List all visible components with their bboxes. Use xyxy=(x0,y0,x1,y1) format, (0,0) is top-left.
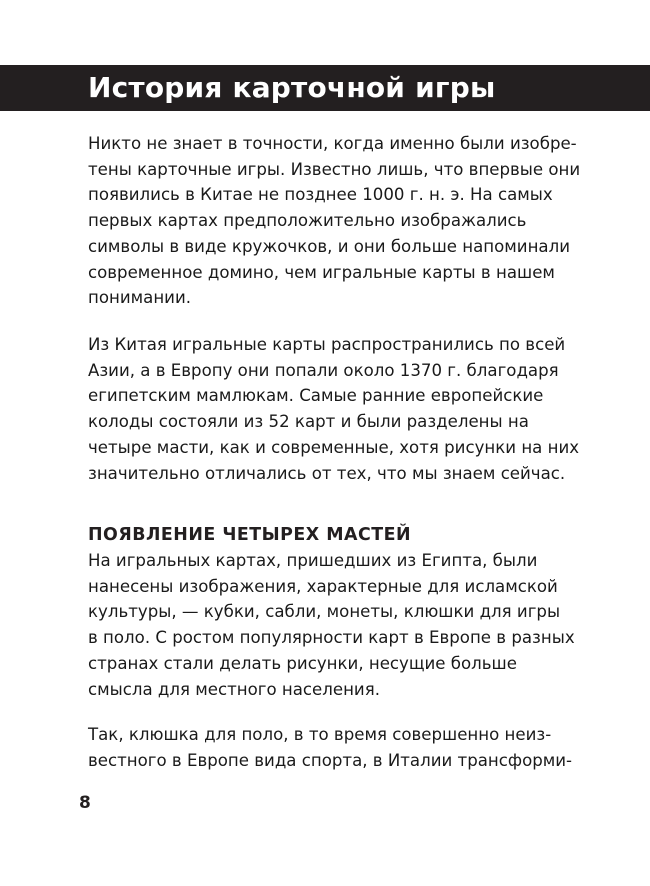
text-line: четыре масти, как и современные, хотя рисунки на них xyxy=(88,437,580,457)
text-line: значительно отличались от тех, что мы знаем сейчас. xyxy=(88,463,566,483)
text-line: На игральных картах, пришедших из Египта, были xyxy=(88,551,538,570)
text-line: египетским мамлюкам. Самые ранние европейские xyxy=(88,386,544,406)
text-line: понимании. xyxy=(88,288,192,308)
section-heading: ПОЯВЛЕНИЕ ЧЕТЫРЕХ МАСТЕЙ xyxy=(88,525,412,545)
paragraph-spread xyxy=(88,332,608,486)
text-line: культуры, — кубки, сабли, монеты, клюшки для игры xyxy=(88,602,561,622)
text-line: Из Китая игральные карты распространились по всей xyxy=(88,335,566,354)
text-line: вестного в Европе вида спорта, в Италии трансформи- xyxy=(88,750,573,770)
text-line: странах стали делать рисунки, несущие больше xyxy=(88,653,517,673)
page-number: 8 xyxy=(79,793,91,813)
paragraph-polo xyxy=(88,722,608,773)
text-line: Никто не знает в точности, когда именно были изобре- xyxy=(88,134,577,153)
text-line: Так, клюшка для поло, в то время совершенно неиз- xyxy=(88,725,552,744)
text-line: смысла для местного населения. xyxy=(88,679,380,699)
text-line: современное домино, чем игральные карты в нашем xyxy=(88,262,555,282)
paragraph-intro xyxy=(88,131,608,311)
text-line: колоды состояли из 52 карт и были разделены на xyxy=(88,412,529,432)
text-line: символы в виде кружочков, и они больше напоминали xyxy=(88,236,570,256)
chapter-title: История карточной игры xyxy=(88,71,496,104)
text-line: нанесены изображения, характерные для исламской xyxy=(88,576,558,596)
paragraph-suits xyxy=(88,548,608,702)
text-line: тены карточные игры. Известно лишь, что впервые они xyxy=(88,159,581,179)
text-line: появились в Китае не позднее 1000 г. н. э. На самых xyxy=(88,185,553,205)
text-line: в поло. С ростом популярности карт в Европе в разных xyxy=(88,628,575,648)
text-line: первых картах предположительно изображались xyxy=(88,211,527,231)
text-line: Азии, а в Европу они попали около 1370 г. благодаря xyxy=(88,360,559,380)
chapter-title-bar xyxy=(0,65,650,111)
